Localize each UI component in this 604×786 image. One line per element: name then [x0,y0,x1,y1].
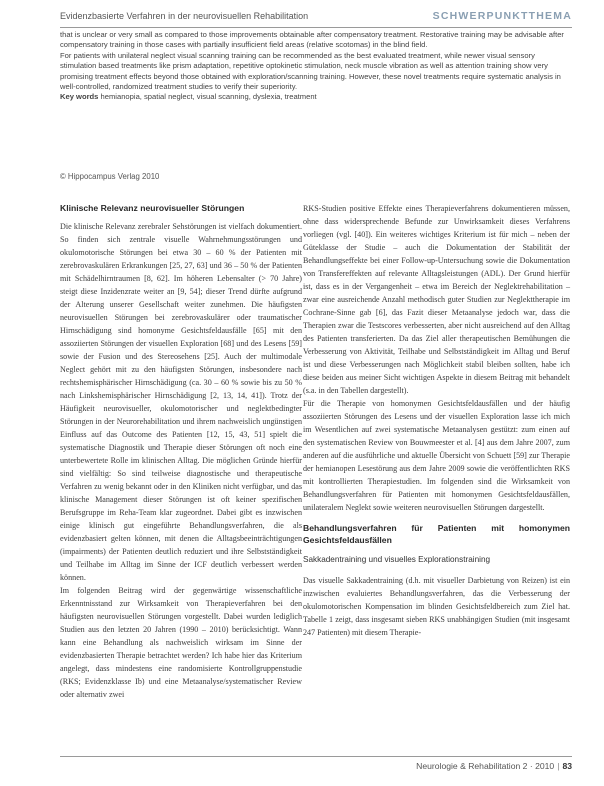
page-number: 83 [562,761,572,771]
right-column [303,202,570,639]
body-paragraph: Für die Therapie von homonymen Gesichtsfeldausfällen und der häufig assoziierten Störungen des Lesens und der visuellen Exploration lasse ich mich im Wesentlichen auf zwei systematische Metaanalysen gestützt: zum einen auf den systematischen Review von Bouwmeester et al. [4] aus dem Jahre 2007, zum anderen auf die ausführliche und aktuelle Übersicht von Schuett [59] zur Therapie der hemianopen Lesestörung aus dem Jahre 2009 sowie die veröffentlichten RKS mit kontrollierten Therapiestudien. Im folgenden sind die Wirksamkeit von Behandlungsverfahren für Patienten mit homonymen Gesichtsfeldausfällen, unilateralem Neglekt sowie weiteren neurovisuellen Störungen dargestellt. [303,399,570,512]
abstract-paragraph: that is unclear or very small as compared to those improvements obtainable after compensatory treatment. Restorative training may be advisable after compensatory training in those cases with partially insufficient field areas (relative scotomas) in the blind field. [60,30,564,50]
footer-separator: | [557,761,560,771]
keywords-line [60,92,570,102]
running-title: Evidenzbasierte Verfahren in der neurovisuellen Rehabilitation [60,11,309,21]
keywords: hemianopia, spatial neglect, visual scanning, dyslexia, treatment [100,92,317,102]
footer-rule [60,756,572,757]
body-paragraph: RKS-Studien positive Effekte eines Therapieverfahrens dokumentieren müssen, ohne dass widersprechende Befunde zur Unwirksamkeit dieses Verfahrens vorliegen (vgl. [40]). Ein weiteres wichtiges Kriterium ist für mich – neben der Güteklasse der Studie – auch die Dokumentation der Stabilität der Behandlungseffekte bei einer Follow-up-Untersuchung sowie die Dokumentation von Transfereffekten auf relevante Alltagsleistungen (ADL). Der Grund hierfür ist, dass es in der Vergangenheit – etwa im Bereich der Neglektrehabilitation – zwar eine ausreichende Anzahl methodisch guter Studien zur Neglekttherapie im Cochrane-Sinne gab [6], das Fazit dieser Metaanalyse jedoch war, dass die Therapien zwar die Testscores verbesserten, aber nicht ausreichend auf den Alltag des Patienten transferierten. Da das Ziel aller therapeutischen Bemühungen die Verbesserung von Aktivität, Teilhabe und Selbstständigkeit im Alltag und Beruf ist und diese Verbesserungen nach Möglichkeit stabil bleiben sollten, habe ich diese beiden aus meiner Sicht wichtigen Aspekte in diesem Beitrag mit behandelt (s.a. in den Tabellen dargestellt). [303,204,570,395]
footer [416,761,572,771]
left-column [60,202,302,701]
section-heading: Klinische Relevanz neurovisueller Störungen [60,203,245,213]
journal-name: Neurologie & Rehabilitation 2 · 2010 [416,761,555,771]
header-rule [60,27,572,28]
body-paragraph: Die klinische Relevanz zerebraler Sehstörungen ist vielfach dokumentiert. So finden sich zentrale visuelle Wahrnehmungsstörungen und okulomotorische Störungen bei etwa 30 – 60 % der Patienten mit zerebrovaskulären Erkrankungen [25, 27, 63] und 36 – 50 % der Patienten mit Schädelhirntraumen [8, 62]. Im höheren Lebensalter (> 70 Jahre) steigt diese Inzidenzrate weiter an [9, 54]; dieser Trend dürfte aufgrund der Alterung unserer Gesellschaft weiter zunehmen. Die häufigsten neurovisuellen Störungen bei zerebrovaskulärer oder traumatischer Hirnschädigung sind homonyme Gesichtsfeldausfälle [65] mit den assoziierten Störungen der visuellen Exploration [68] und des Lesens [59] sowie der Fusion und des Stereosehens [25]. Auch der multimodale Neglect gehört mit zu den häufigsten Störungen, insbesondere nach rechtshemisphärischer Hirnschädigung (ca. 30 – 60 % sowie bis zu 50 % nach Linkshemisphärischer Hirnschädigung [2, 13, 14, 41]). Trotz der Häufigkeit neurovisueller, okulomotorischer und neglektbedingter Störungen in der Neurorehabilitation und ihrem nachweislich ungünstigen Einfluss auf das Outcome des Patienten [12, 15, 43, 51] spielt die systematische Diagnostik und Therapie dieser Störungen oft noch eine unterbewertete Rolle im klinischen Alltag. Die möglichen Gründe hierfür sind vielfältig: So sind teilweise diagnostische und therapeutische Verfahren zu wenig bekannt oder in den Kliniken nicht verfügbar, und das klinische Management dieser Störungen ist oft keiner spezifischen Berufsgruppe im Reha-Team klar zugeordnet. Dabei gibt es inzwischen einige klinisch gut eingeführte Behandlungsverfahren, die als evidenzbasiert gelten können, mit denen die Alltagsbeeinträchtigungen (impairments) der Patienten deutlich reduziert und ihre Selbstständigkeit und Teilhabe im Alltag im Sinne der ICF deutlich verbessert werden können. [60,222,302,582]
section-heading: Behandlungsverfahren für Patienten mit homonymen Gesichtsfeldausfällen [303,523,570,545]
abstract [60,30,570,103]
section-label: SCHWERPUNKTTHEMA [432,10,572,22]
keywords-label: Key words [60,92,99,102]
copyright: © Hippocampus Verlag 2010 [60,172,160,181]
abstract-paragraph: For patients with unilateral neglect visual scanning training can be recommended as the best evaluated treatment, while newer visual sensory stimulation based treatments like prism adaptation, repetitive optokinetic stimulation, neck muscle vibration as well as attention training show very promising treatment effects beyond those obtained with exploration/scanning training. However, these novel treatments require systematic analysis in well-controlled, randomized treatment studies to verify their superiority. [60,50,561,92]
body-paragraph: Das visuelle Sakkadentraining (d.h. mit visueller Darbietung von Reizen) ist ein inzwischen evaluiertes Behandlungsverfahren, das die Verbesserung der okulomotorischen Kompensation im blinden Gesichtsfeldbereich zum Ziel hat. Tabelle 1 zeigt, dass insgesamt sieben RKS unabhängigen Studien (mit insgesamt 247 Patienten) mit diesem Therapie- [303,576,570,637]
subsection-heading: Sakkadentraining und visuelles Explorationstraining [303,555,491,564]
body-paragraph: Im folgenden Beitrag wird der gegenwärtige wissenschaftliche Erkenntnisstand zur Wirksamkeit von Therapieverfahren bei den häufigsten neurovisuellen Störungen vorgestellt. Dabei wurden lediglich Studien aus den letzten 20 Jahren (1990 – 2010) berücksichtigt. Wann kann eine Behandlung als nachweislich wirksam im Sinne der evidenzbasierten Therapie betrachtet werden? Ich habe hier das Kriterium angelegt, dass mindestens eine randomisierte Kontrollgruppenstudie (RKS; Evidenzklasse Ib) und eine Metaanalyse/systematischer Review oder alternativ zwei [60,586,302,699]
